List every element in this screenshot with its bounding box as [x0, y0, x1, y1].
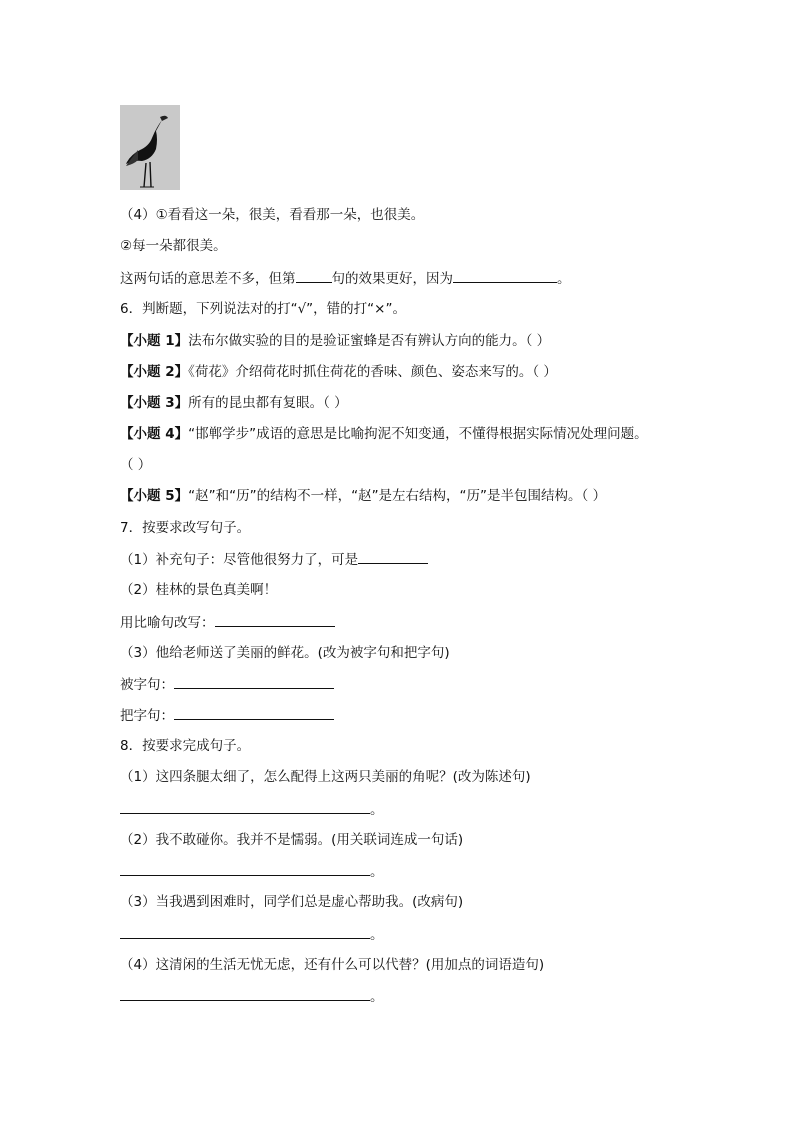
answer-blank[interactable]: [296, 268, 332, 283]
q8-p1-answer: 。: [120, 799, 384, 820]
q5-4-option1: （4）①看看这一朵，很美，看看那一朵，也很美。: [120, 207, 425, 223]
q6-title: 6．判断题，下列说法对的打“√”，错的打“×”。: [120, 301, 406, 317]
answer-blank[interactable]: [120, 986, 370, 1001]
answer-blank[interactable]: [174, 705, 334, 720]
q7-bei: 被字句：: [120, 674, 334, 695]
q8-p4: （4）这清闲的生活无忧无虑，还有什么可以代替？(用加点的词语造句): [120, 957, 545, 973]
answer-blank[interactable]: [120, 799, 370, 814]
q6-item-2: 【小题 2】《荷花》介绍荷花时抓住荷花的香味、颜色、姿态来写的。（ ）: [120, 364, 557, 380]
answer-blank[interactable]: [120, 924, 370, 939]
q6-item-4: 【小题 4】“邯郸学步”成语的意思是比喻拘泥不知变通，不懂得根据实际情况处理问题。: [120, 426, 648, 442]
q8-p2: （2）我不敢碰你。我并不是懦弱。(用关联词连成一句话): [120, 832, 464, 848]
q5-4-compare: 这两句话的意思差不多，但第 句的效果更好，因为 。: [120, 268, 571, 289]
q8-p4-answer: 。: [120, 986, 384, 1007]
q6-item-1: 【小题 1】法布尔做实验的目的是验证蜜蜂是否有辨认方向的能力。（ ）: [120, 333, 551, 349]
q7-p2: （2）桂林的景色真美啊！: [120, 582, 278, 598]
q8-p1: （1）这四条腿太细了，怎么配得上这两只美丽的角呢？(改为陈述句): [120, 769, 531, 785]
q7-p3: （3）他给老师送了美丽的鲜花。(改为被字句和把字句): [120, 645, 450, 661]
q8-p2-answer: 。: [120, 861, 384, 882]
q6-item-5: 【小题 5】“赵”和“历”的结构不一样，“赵”是左右结构，“历”是半包围结构。（ ）: [120, 488, 607, 504]
q7-p2-prompt: 用比喻句改写：: [120, 612, 335, 633]
q7-p1: （1）补充句子：尽管他很努力了，可是: [120, 549, 428, 570]
answer-blank[interactable]: [215, 612, 335, 627]
crane-image: [120, 105, 180, 190]
answer-blank[interactable]: [453, 268, 557, 283]
answer-blank[interactable]: [358, 549, 428, 564]
q7-ba: 把字句：: [120, 705, 334, 726]
q5-4-option2: ②每一朵都很美。: [120, 238, 227, 254]
answer-blank[interactable]: [120, 861, 370, 876]
q7-title: 7．按要求改写句子。: [120, 520, 251, 536]
q8-p3-answer: 。: [120, 924, 384, 945]
q8-title: 8．按要求完成句子。: [120, 738, 251, 754]
q6-item-3: 【小题 3】所有的昆虫都有复眼。（ ）: [120, 395, 348, 411]
q6-item-4-bracket: （ ）: [120, 457, 152, 473]
q8-p3: （3）当我遇到困难时，同学们总是虚心帮助我。(改病句): [120, 894, 464, 910]
answer-blank[interactable]: [174, 674, 334, 689]
